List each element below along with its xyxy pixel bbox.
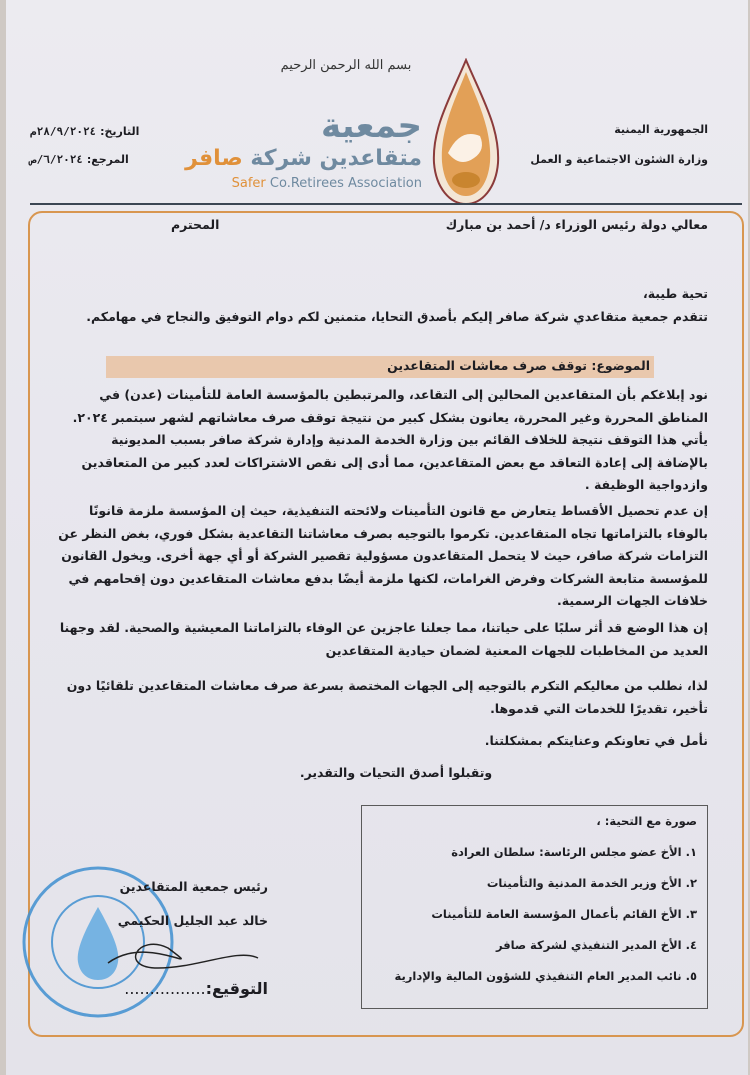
ref-label: المرجع: [86,153,129,166]
cc-box [361,805,708,1009]
cc-title: صورة مع التحية: ، [596,814,697,828]
association-logo-icon [430,58,502,208]
signature-block [88,870,268,1006]
cc-item: ٤. الأخ المدير التنفيذي لشركة صافر [495,938,697,952]
signature-line [88,972,268,1006]
signature-label: التوقيع: [205,979,268,998]
greeting: تحية طيبة، [642,286,708,301]
logo-en-a: Safer [231,176,266,191]
date-line [30,118,139,146]
addressee: معالي دولة رئيس الوزراء د/ أحمد بن مبارك [445,217,708,232]
subject-bar [106,356,654,378]
basmala: بسم الله الرحمن الرحيم [280,58,412,73]
logo-text-a: متقاعدين شركة [250,146,422,171]
cc-item: ٢. الأخ وزير الخدمة المدنية والتأمينات [486,876,697,890]
handwritten-signature [88,938,268,972]
logo-text-line2 [185,146,422,171]
ministry-name: وزارة الشئون الاجتماعية و العمل [530,153,708,166]
header-left [30,118,139,174]
republic-name: الجمهورية اليمنية [614,123,708,136]
ref-line [30,146,139,174]
signatory-name: خالد عبد الجليل الحكيمي [117,913,268,928]
logo-text-b: صافر [185,146,243,171]
signature-scribble-icon [88,938,268,972]
cc-item: ٥. نائب المدير العام التنفيذي للشؤون المالية والإدارية [394,969,697,983]
date-label: التاريخ: [100,125,140,138]
cc-item: ٣. الأخ القائم بأعمال المؤسسة العامة للتأمينات [431,907,697,921]
logo-text-english [232,176,422,191]
body-paragraph-5: نأمل في تعاونكم وعنايتكم بمشكلتنا. [484,733,708,748]
intro-paragraph: تتقدم جمعية متقاعدي شركة صافر إليكم بأصدق التحايا، متمنين لكم دوام التوفيق والنجاح في مهامكم. [86,309,708,324]
ref-value: ٦/٢٠٢٤/ص [30,153,83,166]
logo-en-b: Co.Retirees Association [269,176,422,191]
honorific: المحترم [171,217,220,232]
letter-page [6,0,748,1075]
body-paragraph-3: إن هذا الوضع قد أثر سلبًا على حياتنا، مما جعلنا عاجزين عن الوفاء بالتزاماتنا المعيشية والصحية. لقد وجهنا العديد من المخاطبات للجهات المعنية لضمان حيادية المتقاعدين [59,620,708,658]
header-divider [30,203,742,205]
signature-dots: ................ [124,979,206,998]
date-value: ٢٨/٩/٢٠٢٤م [30,125,97,138]
subject-text: الموضوع: توقف صرف معاشات المتقاعدين [387,358,650,373]
cc-item: ١. الأخ عضو مجلس الرئاسة: سلطان العرادة [451,845,697,859]
signatory-title: رئيس جمعية المتقاعدين [119,879,268,894]
logo-text-line1: جمعية [321,106,422,146]
body-paragraph-4: لذا، نطلب من معاليكم التكرم بالتوجيه إلى الجهات المختصة بسرعة صرف معاشات المتقاعدين تلقائيًا دون تأخير، تقديرًا للخدمات التي قدموها. [66,678,708,716]
body-paragraph-1: نود إبلاغكم بأن المتقاعدين المحالين إلى التقاعد، والمرتبطين بالمؤسسة العامة للتأمينات (عدن) في المناطق المحررة وغير المحررة، يعانون بشكل كبير من نتيجة توقف صرف معاشاتهم لشهر سبتمبر ٢٠٢٤. يأتي هذا التوقف نتيجة للخلاف القائم بين وزارة الخدمة المدنية وإدارة شركة صافر بسبب المديونية بالإضافة إلى إعادة التعاقد مع بعض المتقاعدين، مما أدى إلى نقص الاشتراكات لعدد كبير من المتعاقدين وازدواجية الوظيفة . [72,387,708,492]
header-right [530,115,708,175]
body-paragraph-2: إن عدم تحصيل الأقساط يتعارض مع قانون التأمينات ولائحته التنفيذية، حيث إن المؤسسة ملزمة قانونًا بالوفاء بالتزاماتها تجاه المتقاعدين. تكرموا بالتوجيه بصرف معاشاتنا التقاعدية بشكل فوري، بغض النظر عن التزامات شركة صافر، حيث لا يتحمل المتقاعدون مسؤولية تقصير الشركة أو أي جهة أخرى. ويخول القانون للمؤسسة متابعة الشركات وفرض الغرامات، لكنها ملزمة أيضًا بدفع معاشات المتقاعدين دون إقحامهم في خلافات الجهات الرسمية. [58,503,708,608]
closing: وتقبلوا أصدق التحيات والتقدير. [299,765,493,780]
